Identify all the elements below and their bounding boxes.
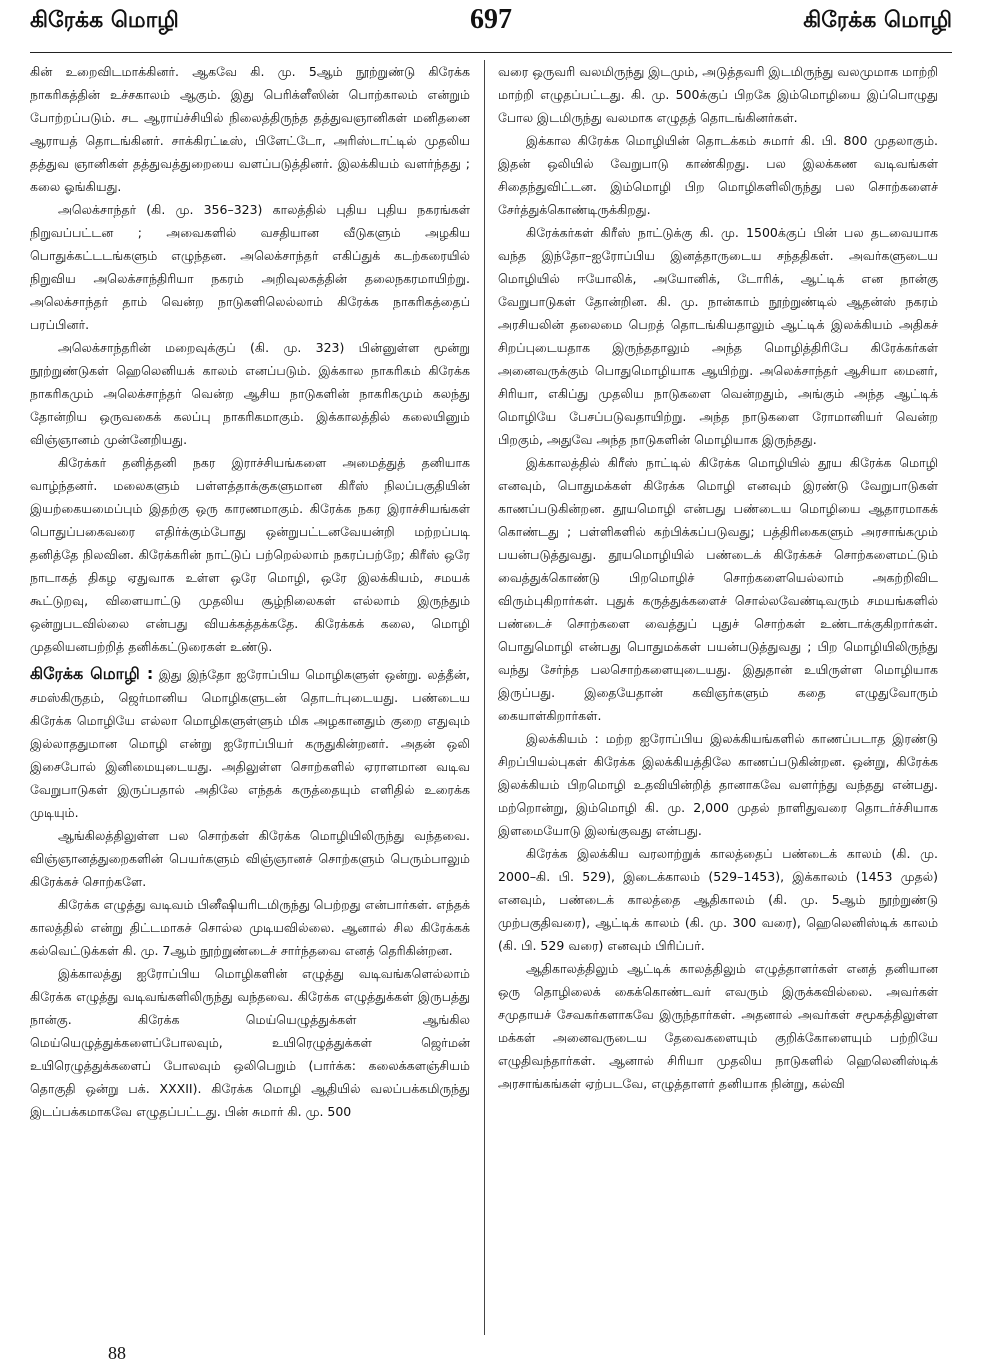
paragraph: கிரேக்க இலக்கிய வரலாற்றுக் காலத்தைப் பண்டைக் காலம் (கி. மு. 2000–கி. பி. 529), இடைக்காலம் (529–1453), இக்காலம் (1453 முதல்) எனவும், பண்டைக் காலத்தை ஆதிகாலம் (கி. மு. 5ஆம் நூற்றுண்டு முற்பகுதிவரை), ஆட்டிக் காலம் (கி. மு. 300 வரை), ஹெலெனிஸ்டிக் காலம் (கி. பி. 529 வரை) எனவும் பிரிப்பர். [498, 846, 938, 953]
paragraph: அலெக்சாந்தர் (கி. மு. 356–323) காலத்தில் புதிய புதிய நகரங்கள் நிறுவப்பட்டன ; அவைகளில் வசதியான வீடுகளும் அழகிய பொதுக்கட்டடங்களும் எழுந்தன. அலெக்சாந்தர் எகிப்துக் கடற்கரையில் நிறுவிய அலெக்சாந்திரியா நகரம் அறிவுலகத்தின் தலைநகரமாயிற்று. அலெக்சாந்தர் தாம் வென்ற நாடுகளிலெல்லாம் கிரேக்க நாகரிகத்தைப் பரப்பினர். [30, 202, 470, 332]
paragraph: ஆதிகாலத்திலும் ஆட்டிக் காலத்திலும் எழுத்தாளர்கள் எனத் தனியான ஒரு தொழிலைக் கைக்கொண்டவர் எவரும் இருக்கவில்லை. அவர்கள் சமுதாயச் சேவகர்களாகவே இருந்தார்கள். அதனால் அவர்கள் சமூகத்திலுள்ள மக்கள் அனைவருடைய தேவைகளையும் குறிக்கோளையும் பற்றியே எழுதிவந்தார்கள். ஆனால் சிரியா முதலிய நாடுகளில் ஹெலெனிஸ்டிக் அரசாங்கங்கள் ஏற்படவே, எழுத்தாளர் தனியாக நின்று, கல்வி [498, 961, 938, 1091]
running-title-left: கிரேக்க மொழி [30, 8, 179, 33]
paragraph: கிரேக்கர்கள் கிரீஸ் நாட்டுக்கு கி. மு. 1500க்குப் பின் பல தடவையாக வந்த இந்தோ–ஐரோப்பிய இனத்தாருடைய சந்ததிகள். அவர்களுடைய மொழியில் ஈயோலிக், அயோனிக், டோரிக், ஆட்டிக் என நான்கு வேறுபாடுகள் தோன்றின. கி. மு. நான்காம் நூற்றுண்டில் ஆதன்ஸ் நகரம் அரசியலின் தலைமை பெறத் தொடங்கியதாலும் ஆட்டிக் இலக்கியம் அதிகச் சிறப்புடையதாக இருந்ததாலும் அந்த மொழித்திரிபே கிரேக்கர்கள் அனைவருக்கும் பொதுமொழியாக ஆயிற்று. அலெக்சாந்தர் ஆசியா மைனர், சிரியா, எகிப்து முதலிய நாடுகளை வென்றதும், அங்கும் அந்த ஆட்டிக் மொழியே பேசப்படுவதாயிற்று. அந்த நாடுகளை ரோமானியர் வென்ற பிறகும், அதுவே அந்த நாடுகளின் மொழியாக இருந்தது. [498, 225, 938, 447]
paragraph: இக்காலத்தில் கிரீஸ் நாட்டில் கிரேக்க மொழியில் தூய கிரேக்க மொழி எனவும், பொதுமக்கள் கிரேக்க மொழி எனவும் இரண்டு வேறுபாடுகள் காணப்படுகின்றன. தூயமொழி என்பது பண்டைய மொழியை ஆதாரமாகக் கொண்டது ; பள்ளிகளில் கற்பிக்கப்படுவது; பத்திரிகைகளும் அரசாங்கமும் பயன்படுத்துவது. தூயமொழியில் பண்டைக் கிரேக்கச் சொற்களைமட்டும் வைத்துக்கொண்டு பிறமொழிச் சொற்களையெல்லாம் அகற்றிவிட விரும்புகிறார்கள். புதுக் கருத்துக்களைச் சொல்லவேண்டிவரும் சமயங்களில் பண்டைச் சொற்களை வைத்துப் புதுச் சொற்கள் உண்டாக்குகிறார்கள். பொதுமொழி என்பது பொதுமக்கள் பயன்படுத்துவது ; பிற மொழியிலிருந்து வந்து சேர்ந்த பலசொற்களையுடையது. இதுதான் உயிருள்ள மொழியாக இருப்பது. இதையேதான் கவிஞர்களும் கதை எழுதுவோரும் கையாள்கிறார்கள். [498, 455, 938, 723]
entry-intro [30, 662, 470, 824]
paragraph: இக்காலத்து ஐரோப்பிய மொழிகளின் எழுத்து வடிவங்களெல்லாம் கிரேக்க எழுத்து வடிவங்களிலிருந்து வந்தவை. கிரேக்க எழுத்துக்கள் இருபத்து நான்கு. கிரேக்க மெய்யெழுத்துக்கள் ஆங்கில மெய்யெழுத்துக்களைப்போலவும், உயிரெழுத்துக்கள் ஜெர்மன் உயிரெழுத்துக்களைப் போலவும் ஒலிபெறும் (பார்க்க: கலைக்களஞ்சியம் தொகுதி ஒன்று பக். XXXII). கிரேக்க மொழி ஆதியில் வலப்பக்கமிருந்து இடப்பக்கமாகவே எழுதப்பட்டது. பின் சுமார் கி. மு. 500 [30, 966, 470, 1119]
paragraph: கிரேக்கர் தனித்தனி நகர இராச்சியங்களை அமைத்துத் தனியாக வாழ்ந்தனர். மலைகளும் பள்ளத்தாக்குகளுமான கிரீஸ் நிலப்பகுதியின் இயற்கையமைப்பும் இதற்கு ஒரு காரணமாகும். கிரேக்க நகர இராச்சியங்கள் பொதுப்பகைவரை எதிர்க்கும்போது ஒன்றுபட்டனவேயன்றி மற்றப்படி தனித்தே நிலவின. கிரேக்கரின் நாட்டுப் பற்றெல்லாம் நகரப்பற்றே; கிரீஸ் ஒரே நாடாகத் திகழ ஏதுவாக உள்ள ஒரே மொழி, ஒரே இலக்கியம், சமயக் கூட்டுறவு, விளையாட்டு முதலிய சூழ்நிலைகள் எல்லாம் இருந்தும் ஒன்றுபடவில்லை என்பது வியக்கத்தக்கதே. கிரேக்கக் கலை, மொழி முதலியனபற்றித் தனிக்கட்டுரைகள் உண்டு. [30, 455, 470, 654]
entry-intro-text: இது இந்தோ ஐரோப்பிய மொழிகளுள் ஒன்று. லத்தீன், சமஸ்கிருதம், ஜெர்மானிய மொழிகளுடன் தொடர்புடையது. பண்டைய கிரேக்க மொழியே எல்லா மொழிகளுள்ளும் மிக அழகானதும் குறை எதுவும் இல்லாததுமான மொழி என்று ஐரோப்பியர் கருதுகின்றனர். அதன் ஒலி இசைபோல் இனிமையுடையது. அதிலுள்ள சொற்களில் ஏராளமான வடிவ வேறுபாடுகள் இருப்பதால் அதிலே எந்தக் கருத்தையும் எளிதில் உரைக்க முடியும். [30, 667, 470, 820]
paragraph: கிரேக்க எழுத்து வடிவம் பினீஷியரிடமிருந்து பெற்றது என்பார்கள். எந்தக் காலத்தில் என்று திட்டமாகச் சொல்ல முடியவில்லை. ஆனால் சில கிரேக்கக் கல்வெட்டுக்கள் கி. மு. 7ஆம் நூற்றுண்டைச் சார்ந்தவை எனத் தெரிகின்றன. [30, 897, 470, 958]
paragraph: ஆங்கிலத்திலுள்ள பல சொற்கள் கிரேக்க மொழியிலிருந்து வந்தவை. விஞ்ஞானத்துறைகளின் பெயர்களும் விஞ்ஞானச் சொற்களும் பெரும்பாலும் கிரேக்கச் சொற்களே. [30, 828, 470, 889]
paragraph: வரை ஒருவரி வலமிருந்து இடமும், அடுத்தவரி இடமிருந்து வலமுமாக மாற்றி மாற்றி எழுதப்பட்டது. கி. மு. 500க்குப் பிறகே இம்மொழியை இப்பொழுது போல இடமிருந்து வலமாக எழுதத் தொடங்கினர்கள். [498, 64, 938, 125]
paragraph: அலெக்சாந்தரின் மறைவுக்குப் (கி. மு. 323) பின்னுள்ள மூன்று நூற்றுண்டுகள் ஹெலெனியக் காலம் எனப்படும். இக்கால நாகரிகம் கிரேக்க நாகரிகமும் அலெக்சாந்தர் வென்ற ஆசிய நாடுகளின் நாகரிகமும் கலந்து தோன்றிய ஒருவகைக் கலப்பு நாகரிகமாகும். இக்காலத்தில் கலையினும் விஞ்ஞானம் முன்னேறியது. [30, 340, 470, 447]
left-column [30, 60, 470, 1335]
paragraph: இக்கால கிரேக்க மொழியின் தொடக்கம் சுமார் கி. பி. 800 முதலாகும். இதன் ஒலியில் வேறுபாடு காண்கிறது. பல இலக்கண வடிவங்கள் சிதைந்துவிட்டன. இம்மொழி பிற மொழிகளிலிருந்து பல சொற்களைச் சேர்த்துக்கொண்டிருக்கிறது. [498, 133, 938, 217]
entry-heading: கிரேக்க மொழி : [30, 664, 154, 683]
page-header [30, 4, 952, 44]
page-number-top: 697 [470, 4, 512, 35]
paragraph: இலக்கியம் : மற்ற ஐரோப்பிய இலக்கியங்களில் காணப்படாத இரண்டு சிறப்பியல்புகள் கிரேக்க இலக்கியத்திலே காணப்படுகின்றன. ஒன்று, கிரேக்க இலக்கியம் பிறமொழி உதவியின்றித் தானாகவே வளர்ந்து வந்தது என்பது. மற்றொன்று, இம்மொழி கி. மு. 2,000 முதல் நாளிதுவரை தொடர்ச்சியாக இளமையோடு இலங்குவது என்பது. [498, 731, 938, 838]
paragraph: கின் உறைவிடமாக்கினர். ஆகவே கி. மு. 5ஆம் நூற்றுண்டு கிரேக்க நாகரிகத்தின் உச்சகாலம் ஆகும். இது பெரிக்ளீஸின் பொற்காலம் என்றும் போற்றப்படும். சட ஆராய்ச்சியில் நிலைத்திருந்த தத்துவஞானிகள் மனிதனை ஆராயத் தொடங்கினர். சாக்கிரட்டீஸ், பிளேட்டோ, அரிஸ்டாட்டில் முதலிய தத்துவ ஞானிகள் தத்துவத்துறையை வளப்படுத்தினர். இலக்கியம் வளர்ந்தது ; கலை ஓங்கியது. [30, 64, 470, 194]
right-column [498, 60, 938, 1335]
column-divider [484, 60, 485, 1335]
running-title-right: கிரேக்க மொழி [803, 8, 952, 33]
page-footer-number: 88 [108, 1343, 126, 1363]
header-rule [30, 52, 952, 53]
